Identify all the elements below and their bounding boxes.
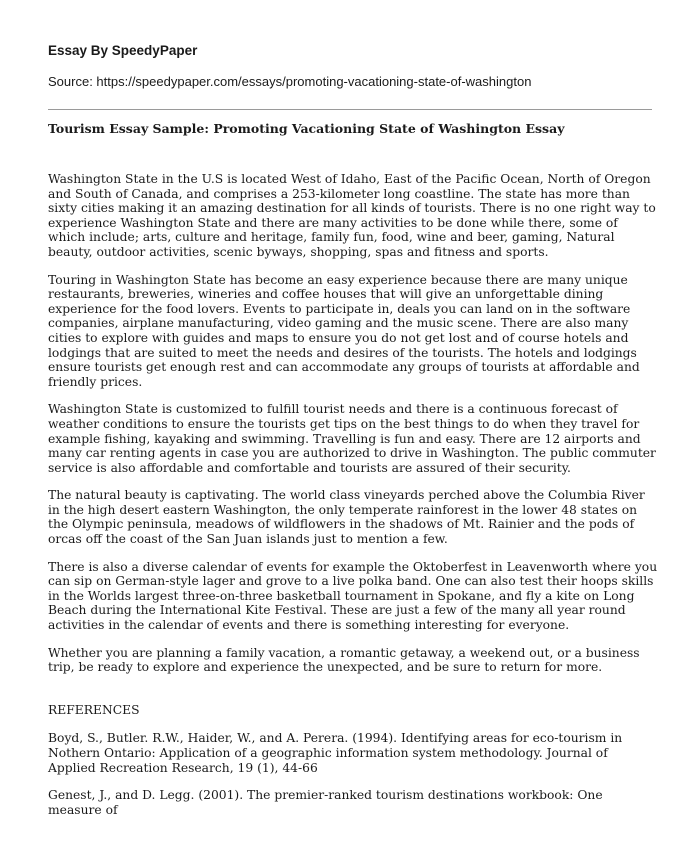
essay-paragraph: Washington State in the U.S is located West of Idaho, East of the Pacific Ocean, North of Oregon and South of Canada, and comprises a 253-kilometer long coastline. The state has more than sixty cities making it an amazing destination for all kinds of tourists. There is no one right way to experience Washington State and there are many activities to be done while there, some of which include; arts, culture and heritage, family fun, food, wine and beer, gaming, Natural beauty, outdoor activities, scenic byways, shopping, spas and fitness and sports. bbox=[48, 172, 656, 259]
essay-paragraph: The natural beauty is captivating. The world class vineyards perched above the Columbia River in the high desert eastern Washington, the only temperate rainforest in the lower 48 states on the Olympic peninsula, meadows of wildflowers in the shadows of Mt. Rainier and the pods of orcas off the coast of the San Juan islands just to mention a few. bbox=[48, 488, 645, 547]
brand-heading: Essay By SpeedyPaper bbox=[48, 43, 198, 58]
reference-item: Boyd, S., Butler. R.W., Haider, W., and A. Perera. (1994). Identifying areas for eco-tourism in Nothern Ontario: Application of a geographic information system methodology. Journal of Applied Recreation Research, 19 (1), 44-66 bbox=[48, 731, 623, 775]
essay-paragraph: There is also a diverse calendar of events for example the Oktoberfest in Leavenworth where you can sip on German-style lager and grove to a live polka band. One can also test their hoops skills in the Worlds largest three-on-three basketball tournament in Spokane, and fly a kite on Long Beach during the International Kite Festival. These are just a few of the many all year round activities in the calendar of events and there is something interesting for everyone. bbox=[48, 559, 658, 633]
essay-paragraph: Washington State is customized to fulfill tourist needs and there is a continuous forecast of weather conditions to ensure the tourists get tips on the best things to do when they travel for example fishing, kayaking and swimming. Travelling is fun and easy. There are 12 airports and many car renting agents in case you are authorized to drive in Washington. The public commuter service is also affordable and comfortable and tourists are assured of their security. bbox=[48, 402, 656, 475]
essay-body bbox=[48, 172, 658, 830]
essay-title: Tourism Essay Sample: Promoting Vacationing State of Washington Essay bbox=[48, 121, 565, 136]
references-heading: REFERENCES bbox=[48, 702, 140, 717]
header-divider bbox=[48, 109, 652, 110]
essay-paragraph: Touring in Washington State has become an easy experience because there are many unique restaurants, breweries, wineries and coffee houses that will give an unforgettable dining experience for the food lovers. Events to participate in, deals you can land on in the software companies, airplane manufacturing, video gaming and the music scene. There are also many cities to explore with guides and maps to ensure you do not get lost and of course hotels and lodgings that are suited to meet the needs and desires of the tourists. The hotels and lodgings ensure tourists get enough rest and can accommodate any groups of tourists at affordable and friendly prices. bbox=[48, 272, 640, 389]
essay-paragraph: Whether you are planning a family vacation, a romantic getaway, a weekend out, or a business trip, be ready to explore and experience the unexpected, and be sure to return for more. bbox=[48, 645, 640, 675]
source-line: Source: https://speedypaper.com/essays/promoting-vacationing-state-of-washington bbox=[48, 74, 532, 89]
reference-item: Genest, J., and D. Legg. (2001). The premier-ranked tourism destinations workbook: One measure of bbox=[48, 788, 603, 817]
